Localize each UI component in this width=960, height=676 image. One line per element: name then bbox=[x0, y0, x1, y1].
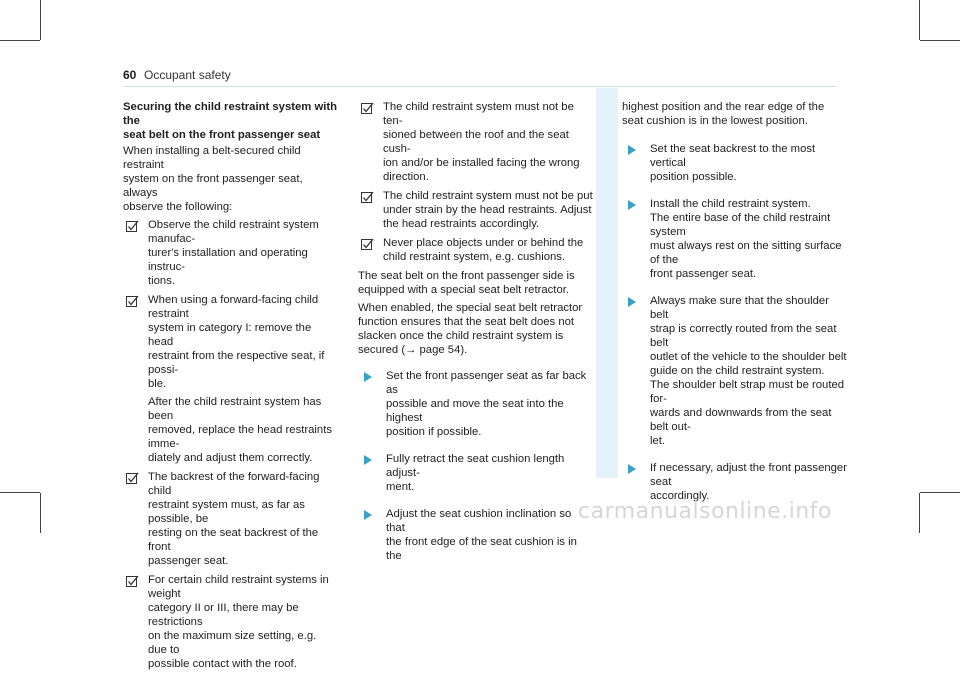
step-text: Always make sure that the shoulder belt strap is correctly routed from the seat belt outlet of the vehicle to the shoulder belt guide on the child restraint system. The shoulder belt strap must be routed for- wards and downwards from the seat belt out- let. bbox=[650, 295, 847, 447]
checkbox-tick-icon bbox=[126, 575, 139, 588]
checklist-item bbox=[358, 100, 593, 184]
checklist-text: When using a forward-facing child restraint system in category I: remove the head restraint from the respective seat, if possi- ble. bbox=[148, 294, 325, 390]
triangle-arrow-icon bbox=[364, 455, 372, 465]
checkbox-tick-icon bbox=[361, 102, 374, 115]
step-text: Set the front passenger seat as far back as possible and move the seat into the highest position if possible. bbox=[386, 370, 587, 438]
paragraph: When enabled, the special seat belt retractor function ensures that the seat belt does not slacken once the child restraint system is secured (→ page 54). bbox=[358, 302, 583, 356]
step-text: If necessary, adjust the front passenger seat accordingly. bbox=[650, 462, 847, 502]
checklist-item bbox=[123, 470, 338, 568]
paragraph: The seat belt on the front passenger side is equipped with a special seat belt retractor. bbox=[358, 270, 575, 296]
column-1 bbox=[123, 100, 338, 676]
step-item bbox=[622, 461, 847, 503]
step-text: Adjust the seat cushion inclination so that the front edge of the seat cushion is in the bbox=[386, 508, 577, 562]
triangle-arrow-icon bbox=[628, 145, 636, 155]
step-item bbox=[358, 507, 593, 563]
crop-mark bbox=[920, 492, 960, 493]
checkbox-tick-icon bbox=[126, 295, 139, 308]
step-item bbox=[358, 452, 593, 494]
triangle-arrow-icon bbox=[628, 297, 636, 307]
crop-mark bbox=[919, 493, 920, 533]
step-item bbox=[622, 294, 847, 448]
crop-mark bbox=[920, 40, 960, 41]
step-text: Fully retract the seat cushion length adjust- ment. bbox=[386, 453, 565, 493]
checklist-subtext: After the child restraint system has been removed, replace the head restraints imme- diately and adjust them correctly. bbox=[148, 396, 332, 464]
checklist-item bbox=[123, 293, 338, 465]
checklist-item bbox=[123, 573, 338, 671]
crop-mark bbox=[0, 492, 40, 493]
step-text: Set the seat backrest to the most vertical position possible. bbox=[650, 143, 816, 183]
step-item bbox=[622, 197, 847, 281]
step-text: Install the child restraint system. The entire base of the child restraint system must always rest on the sitting surface of the front passenger seat. bbox=[650, 198, 842, 280]
triangle-arrow-icon bbox=[364, 510, 372, 520]
crop-mark bbox=[0, 40, 40, 41]
page-number: 60 bbox=[123, 68, 137, 82]
checklist-item bbox=[358, 189, 593, 231]
checkbox-tick-icon bbox=[361, 191, 374, 204]
step-item bbox=[358, 369, 593, 439]
checklist-item bbox=[358, 236, 593, 264]
checklist-item bbox=[123, 218, 338, 288]
checkbox-tick-icon bbox=[126, 472, 139, 485]
checklist-text: Observe the child restraint system manufac- turer's installation and operating instruc- tions. bbox=[148, 219, 319, 287]
continuation-text: highest position and the rear edge of the seat cushion is in the lowest position. bbox=[622, 101, 825, 127]
watermark: carmanualsonline.info bbox=[578, 499, 832, 524]
triangle-arrow-icon bbox=[628, 464, 636, 474]
crop-mark bbox=[40, 0, 41, 40]
step-item bbox=[622, 142, 847, 184]
checklist-text: The child restraint system must not be ten- sioned between the roof and the seat cush- ion and/or be installed facing the wrong direction. bbox=[383, 101, 580, 183]
checklist-text: The backrest of the forward-facing child restraint system must, as far as possible, be resting on the seat backrest of the front passenger seat. bbox=[148, 471, 320, 567]
checkbox-tick-icon bbox=[126, 220, 139, 233]
triangle-arrow-icon bbox=[364, 372, 372, 382]
column-2 bbox=[358, 100, 593, 576]
checklist-text: Never place objects under or behind the child restraint system, e.g. cushions. bbox=[383, 237, 584, 263]
column-3 bbox=[622, 100, 847, 516]
checklist-text: For certain child restraint systems in weight category II or III, there may be restrictions on the maximum size setting, e.g. due to possible contact with the roof. bbox=[148, 574, 329, 670]
triangle-arrow-icon bbox=[628, 200, 636, 210]
crop-mark bbox=[40, 493, 41, 533]
checklist-text: The child restraint system must not be put under strain by the head restraints. Adjust the head restraints accordingly. bbox=[383, 190, 593, 230]
section-heading: Securing the child restraint system with the seat belt on the front passenger seat bbox=[123, 101, 338, 141]
checkbox-tick-icon bbox=[361, 238, 374, 251]
crop-mark bbox=[919, 0, 920, 40]
highlight-band bbox=[596, 88, 618, 478]
section-title: Occupant safety bbox=[144, 68, 231, 82]
intro-paragraph: When installing a belt-secured child restraint system on the front passenger seat, always observe the following: bbox=[123, 145, 303, 213]
header-rule bbox=[123, 86, 837, 87]
